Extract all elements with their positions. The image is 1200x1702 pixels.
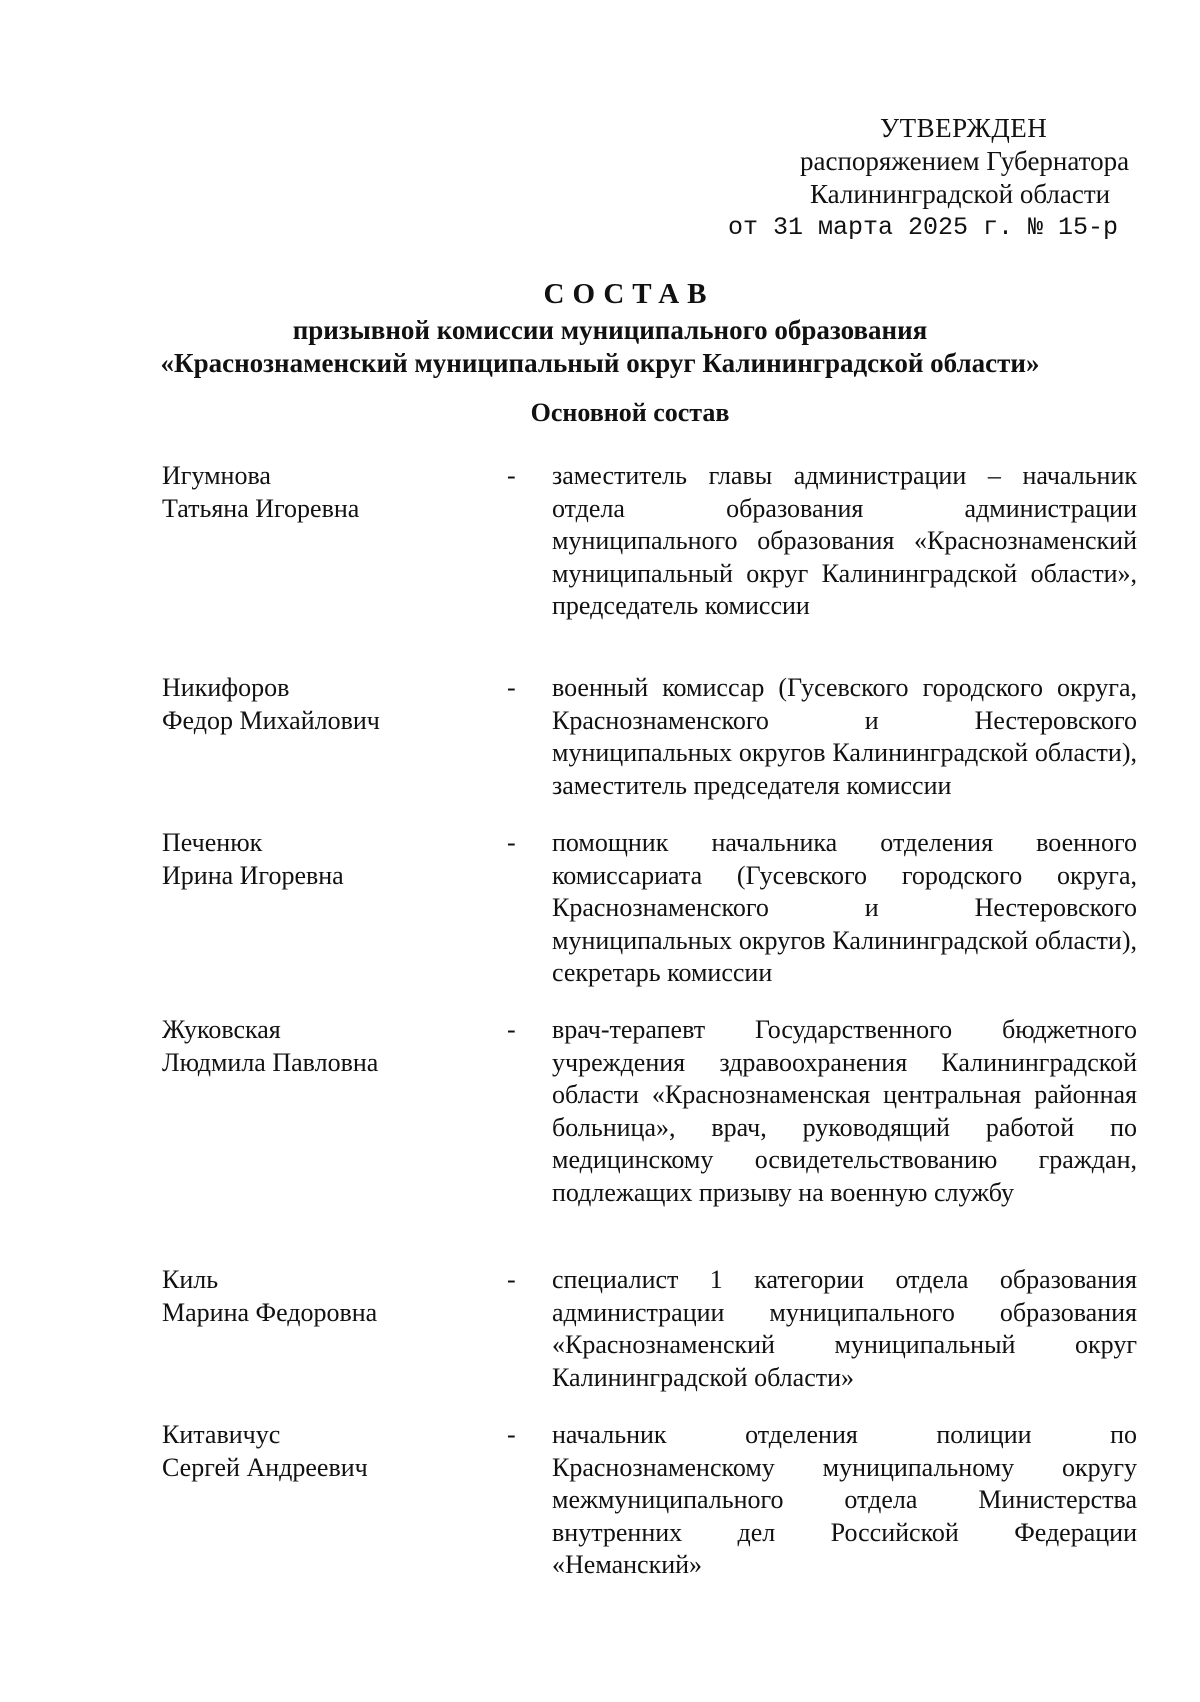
approval-authority: распоряжением Губернатора (800, 146, 1130, 176)
member-role: заместитель главы администрации – начальник отдела образования администрации муниципального образования «Краснознаменский муниципальный округ Калининградской области», председатель комиссии (552, 461, 1137, 621)
member-given-name: Федор Михайлович (162, 705, 380, 735)
member-given-name: Людмила Павловна (162, 1047, 379, 1077)
member-surname: Игумнова (162, 461, 271, 490)
members-list (162, 460, 1142, 1589)
member-surname: Жуковская (162, 1015, 281, 1044)
member-name (162, 1419, 507, 1589)
member-name (162, 1264, 507, 1419)
member-role: военный комиссар (Гусевского городского округа, Краснознаменского и Нестеровского муниципальных округов Калининградской области), заместитель председателя комиссии (552, 673, 1137, 800)
member-role: помощник начальника отделения военного комиссариата (Гусевского городского округа, Краснознаменского и Нестеровского муниципальных округов Калининградской области), секретарь комиссии (552, 828, 1137, 988)
member-given-name: Ирина Игоревна (162, 860, 344, 890)
member-name (162, 827, 507, 1014)
member-row (162, 1014, 1142, 1264)
member-row (162, 1264, 1142, 1419)
title-heading: СОСТАВ (543, 278, 715, 310)
member-role: врач-терапевт Государственного бюджетного учреждения здравоохранения Калининградской области «Краснознаменская центральная районная больница», врач, руководящий работой по медицинскому освидетельствованию граждан, подлежащих призыву на военную службу (552, 1015, 1137, 1207)
title-line-2: «Краснознаменский муниципальный округ Калининградской области» (160, 348, 1040, 378)
member-surname: Никифоров (162, 673, 290, 702)
member-surname: Киль (162, 1265, 219, 1294)
member-surname: Китавичус (162, 1420, 281, 1449)
member-row (162, 460, 1142, 672)
member-name (162, 672, 507, 827)
approval-title: УТВЕРЖДЕН (880, 113, 1048, 143)
member-dash: - (507, 1420, 516, 1449)
member-role: начальник отделения полиции по Краснознаменскому муниципальному округу межмуниципального отдела Министерства внутренних дел Российской Федерации «Неманский» (552, 1420, 1137, 1580)
approval-stamp (700, 112, 1140, 244)
member-surname: Печенюк (162, 828, 263, 857)
member-dash: - (507, 673, 516, 702)
member-given-name: Марина Федоровна (162, 1297, 378, 1327)
member-name (162, 1014, 507, 1264)
document-title (0, 274, 1200, 380)
member-dash: - (507, 828, 516, 857)
approval-region: Калининградской области (810, 179, 1111, 209)
member-dash: - (507, 1015, 516, 1044)
member-given-name: Татьяна Игоревна (162, 493, 360, 523)
approval-date-number: от 31 марта 2025 г. № 15-р (728, 213, 1119, 242)
member-dash: - (507, 461, 516, 490)
member-dash: - (507, 1265, 516, 1294)
title-line-1: призывной комиссии муниципального образования (292, 315, 928, 345)
member-name (162, 460, 507, 672)
member-row (162, 672, 1142, 827)
member-row (162, 1419, 1142, 1589)
section-title: Основной состав (530, 398, 730, 427)
member-role: специалист 1 категории отдела образования администрации муниципального образования «Краснознаменский муниципальный округ Калининградской области» (552, 1265, 1137, 1392)
member-row (162, 827, 1142, 1014)
member-given-name: Сергей Андреевич (162, 1452, 368, 1482)
